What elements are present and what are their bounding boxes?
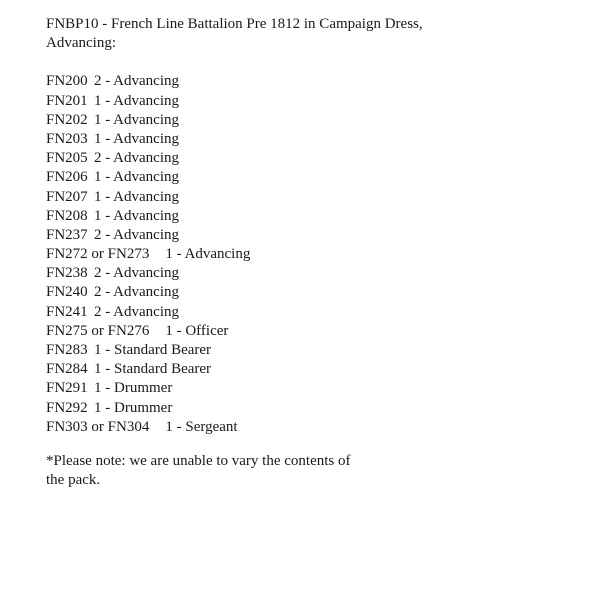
list-item	[46, 130, 586, 149]
pack-title-line-1: FNBP10 - French Line Battalion Pre 1812 in Campaign Dress,	[46, 16, 423, 32]
item-code: FN238	[46, 265, 88, 282]
pack-note: *Please note: we are unable to vary the contents of the pack.	[46, 452, 351, 489]
list-item	[46, 303, 586, 322]
list-item	[46, 418, 586, 437]
item-description: 1 - Advancing	[94, 207, 179, 224]
item-code: FN205	[46, 150, 88, 167]
item-description: 1 - Standard Bearer	[94, 361, 212, 378]
item-description: 1 - Advancing	[165, 246, 251, 263]
item-description: 2 - Advancing	[94, 150, 179, 167]
item-description: 1 - Advancing	[94, 130, 179, 147]
item-description: 2 - Advancing	[94, 265, 179, 282]
item-description: 1 - Officer	[165, 322, 229, 339]
list-item	[46, 322, 586, 341]
item-code: FN284	[46, 361, 88, 378]
item-code: FN303 or FN304	[46, 418, 150, 435]
list-item	[46, 92, 586, 111]
list-item	[46, 245, 586, 264]
list-item	[46, 226, 586, 245]
item-code: FN272 or FN273	[46, 246, 150, 263]
list-item	[46, 341, 586, 360]
item-code: FN207	[46, 188, 88, 205]
item-code: FN275 or FN276	[46, 322, 150, 339]
item-description: 1 - Advancing	[94, 92, 179, 109]
item-code: FN237	[46, 226, 88, 243]
item-description: 1 - Advancing	[94, 188, 179, 205]
item-code: FN240	[46, 284, 88, 301]
list-item	[46, 168, 586, 187]
contents-list	[46, 72, 586, 437]
item-code: FN292	[46, 399, 88, 416]
item-description: 1 - Standard Bearer	[94, 342, 212, 359]
item-code: FN208	[46, 207, 88, 224]
list-item	[46, 149, 586, 168]
item-description: 1 - Drummer	[94, 399, 173, 416]
item-description: 1 - Advancing	[94, 111, 179, 128]
item-code: FN200	[46, 73, 88, 90]
pack-contents-document	[46, 15, 586, 490]
list-item	[46, 207, 586, 226]
item-code: FN241	[46, 303, 88, 320]
list-item	[46, 379, 586, 398]
pack-title	[46, 15, 586, 53]
item-code: FN283	[46, 342, 88, 359]
list-item	[46, 111, 586, 130]
item-description: 2 - Advancing	[94, 73, 179, 90]
item-description: 1 - Sergeant	[165, 418, 238, 435]
item-code: FN206	[46, 169, 88, 186]
pack-title-line-2: Advancing:	[46, 35, 116, 52]
item-code: FN201	[46, 92, 88, 109]
item-code: FN203	[46, 130, 88, 147]
list-item	[46, 399, 586, 418]
list-item	[46, 360, 586, 379]
item-description: 2 - Advancing	[94, 303, 179, 320]
item-description: 2 - Advancing	[94, 284, 179, 301]
item-code: FN291	[46, 380, 88, 397]
list-item	[46, 283, 586, 302]
item-description: 1 - Drummer	[94, 380, 173, 397]
list-item	[46, 188, 586, 207]
item-code: FN202	[46, 111, 88, 128]
item-description: 2 - Advancing	[94, 226, 179, 243]
item-description: 1 - Advancing	[94, 169, 179, 186]
list-item	[46, 72, 586, 91]
list-item	[46, 264, 586, 283]
